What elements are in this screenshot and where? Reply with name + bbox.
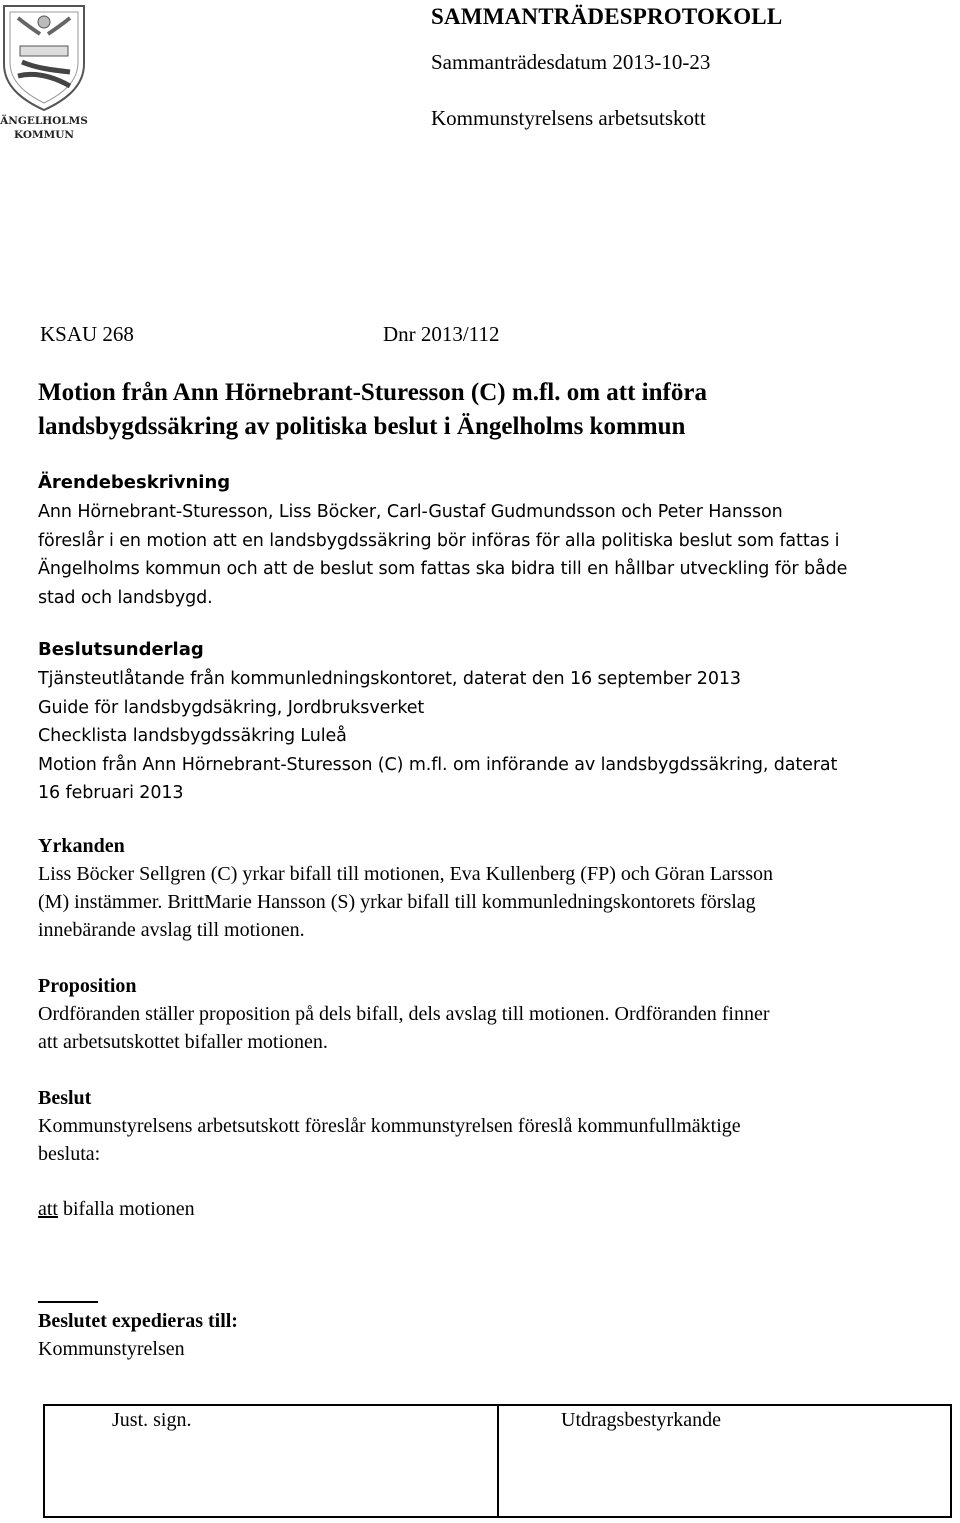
yrkanden-text bbox=[38, 860, 773, 944]
decision-clause-text: bifalla motionen bbox=[58, 1198, 195, 1220]
paragraph-line: (M) instämmer. BrittMarie Hansson (S) yrkar bifall till kommunledningskontorets förslag bbox=[38, 891, 756, 913]
motion-title-line: Motion från Ann Hörnebrant-Sturesson (C) m.fl. om att införa bbox=[38, 379, 707, 406]
logo-text-line-2: KOMMUN bbox=[14, 129, 74, 141]
paragraph-line: innebärande avslag till motionen. bbox=[38, 919, 305, 941]
beslut-text bbox=[38, 1112, 741, 1168]
proposition-text bbox=[38, 1000, 769, 1056]
paragraph-line: Ann Hörnebrant-Sturesson, Liss Böcker, Carl-Gustaf Gudmundsson och Peter Hansson bbox=[38, 502, 783, 522]
recipient: Kommunstyrelsen bbox=[38, 1338, 185, 1360]
logo-text-line-1: ÄNGELHOLMS bbox=[0, 115, 88, 127]
paragraph-line: Ordföranden ställer proposition på dels bifall, dels avslag till motionen. Ordföranden finner bbox=[38, 1003, 770, 1025]
section-heading-beslut: Beslut bbox=[38, 1087, 92, 1109]
document-reference: Motion från Ann Hörnebrant-Sturesson (C) m.fl. om införande av landsbygdssäkring, daterat bbox=[38, 754, 838, 775]
att-keyword: att bbox=[38, 1198, 58, 1220]
document-reference: Guide för landsbygdsäkring, Jordbruksverket bbox=[38, 697, 425, 718]
extract-certification-label: Utdragsbestyrkande bbox=[561, 1409, 721, 1431]
signature-box-divider bbox=[497, 1404, 499, 1518]
section-heading-arendebeskrivning: Ärendebeskrivning bbox=[38, 472, 231, 493]
section-heading-expedieras: Beslutet expedieras till: bbox=[38, 1310, 238, 1332]
diary-number: Dnr 2013/112 bbox=[383, 322, 500, 346]
section-heading-beslutsunderlag: Beslutsunderlag bbox=[38, 639, 204, 660]
municipality-coat-of-arms-logo bbox=[0, 2, 88, 142]
paragraph-line: Liss Böcker Sellgren (C) yrkar bifall till motionen, Eva Kullenberg (FP) och Göran Larsson bbox=[38, 863, 774, 885]
document-reference: 16 februari 2013 bbox=[38, 783, 184, 803]
document-type-title: SAMMANTRÄDESPROTOKOLL bbox=[431, 4, 783, 29]
arendebeskrivning-text bbox=[38, 498, 847, 612]
paragraph-line: föreslår i en motion att en landsbygdssäkring bör införas för alla politiska beslut som fattas i bbox=[38, 530, 840, 551]
decision-clause bbox=[38, 1195, 195, 1223]
section-heading-yrkanden: Yrkanden bbox=[38, 835, 125, 857]
section-heading-proposition: Proposition bbox=[38, 975, 137, 997]
document-reference: Checklista landsbygdssäkring Luleå bbox=[38, 726, 347, 746]
motion-title bbox=[38, 376, 707, 444]
document-reference: Tjänsteutlåtande från kommunledningskontoret, daterat den 16 september 2013 bbox=[38, 669, 741, 689]
paragraph-line: Ängelholms kommun och att de beslut som fattas ska bidra till en hållbar utveckling för både bbox=[38, 559, 848, 579]
beslutsunderlag-list bbox=[38, 665, 837, 808]
separator-rule bbox=[38, 1301, 98, 1303]
meeting-date: Sammanträdesdatum 2013-10-23 bbox=[431, 50, 711, 74]
justification-signature-label: Just. sign. bbox=[112, 1409, 192, 1431]
case-number: KSAU 268 bbox=[40, 322, 134, 346]
motion-title-line: landsbygdssäkring av politiska beslut i Ängelholms kommun bbox=[38, 413, 686, 440]
paragraph-line: att arbetsutskottet bifaller motionen. bbox=[38, 1031, 328, 1053]
paragraph-line: stad och landsbygd. bbox=[38, 587, 213, 608]
paragraph-line: Kommunstyrelsens arbetsutskott föreslår kommunstyrelsen föreslå kommunfullmäktige bbox=[38, 1115, 741, 1137]
committee-name: Kommunstyrelsens arbetsutskott bbox=[431, 106, 706, 130]
paragraph-line: besluta: bbox=[38, 1143, 101, 1165]
